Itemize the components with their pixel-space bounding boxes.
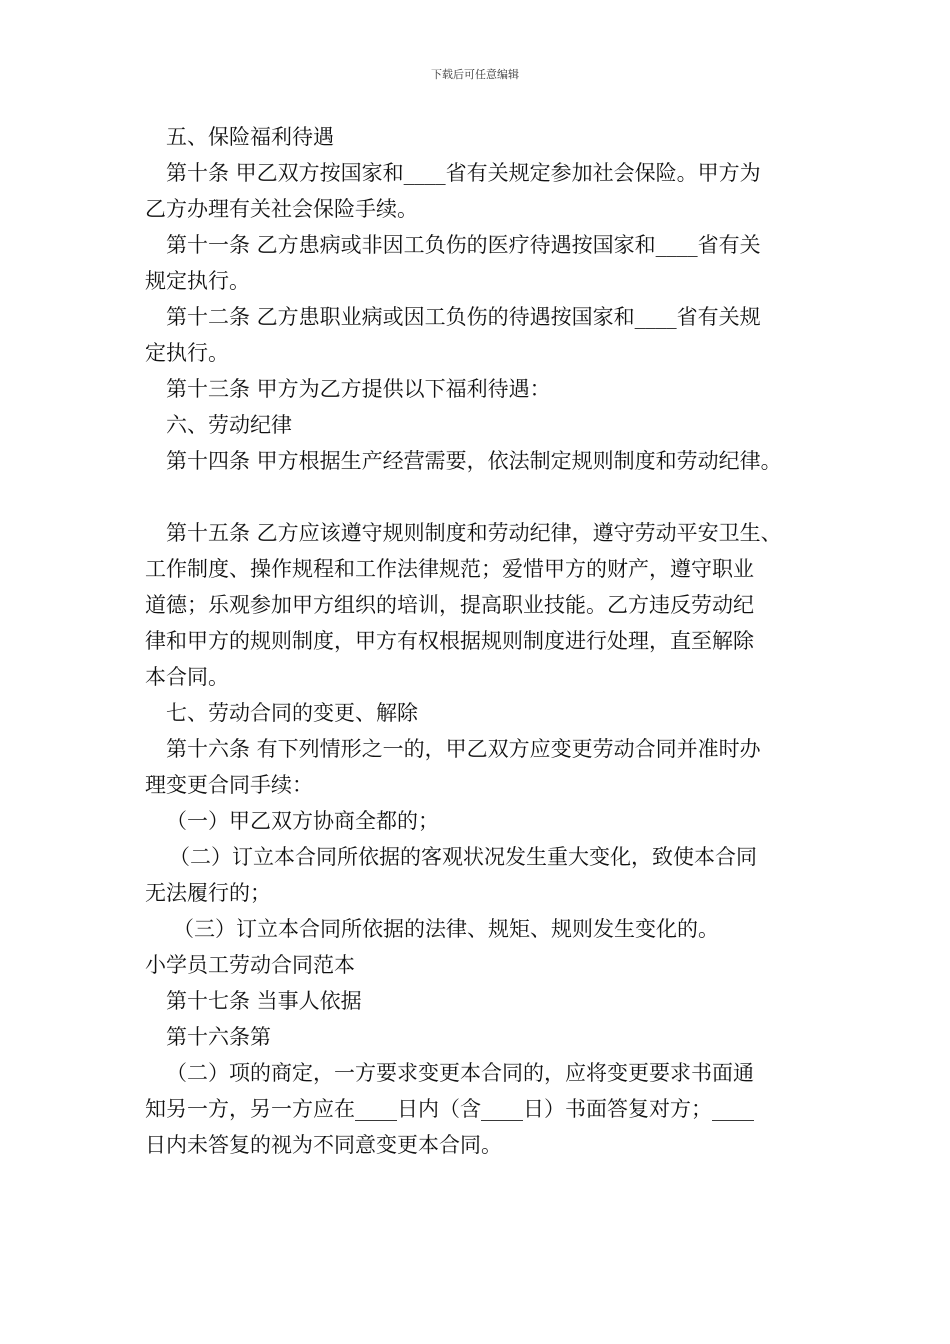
paragraph-line: 规定执行。	[145, 269, 250, 293]
paragraph-line: 日内未答复的视为不同意变更本合同。	[145, 1133, 502, 1157]
document-body	[145, 119, 825, 1163]
paragraph-line: 知另一方，另一方应在____日内（含____日）书面答复对方；____	[145, 1097, 754, 1121]
paragraph-line: 第十三条 甲方为乙方提供以下福利待遇：	[166, 377, 551, 401]
paragraph-line: 第十六条第	[166, 1025, 271, 1049]
list-item: （二）订立本合同所依据的客观状况发生重大变化，致使本合同	[169, 845, 757, 869]
paragraph-line: 律和甲方的规则制度，甲方有权根据规则制度进行处理，直至解除	[145, 629, 754, 653]
paragraph-line: 第十条 甲乙双方按国家和____省有关规定参加社会保险。甲方为	[166, 161, 761, 185]
paragraph-line: 第十五条 乙方应该遵守规则制度和劳动纪律，遵守劳动平安卫生、	[166, 521, 782, 545]
paragraph-line: 理变更合同手续：	[145, 773, 313, 797]
paragraph-line: 定执行。	[145, 341, 229, 365]
list-item: （一）甲乙双方协商全都的；	[166, 809, 439, 833]
paragraph-line: 第十七条 当事人依据	[166, 989, 362, 1013]
section-heading: 五、保险福利待遇	[166, 125, 334, 149]
paragraph-line: 第十一条 乙方患病或非因工负伤的医疗待遇按国家和____省有关	[166, 233, 761, 257]
paragraph-line: 第十四条 甲方根据生产经营需要，依法制定规则制度和劳动纪律。	[166, 449, 782, 473]
paragraph-line: 第十二条 乙方患职业病或因工负伤的待遇按国家和____省有关规	[166, 305, 761, 329]
document-title: 小学员工劳动合同范本	[145, 953, 355, 977]
section-heading: 六、劳动纪律	[166, 413, 292, 437]
header-note: 下载后可任意编辑	[431, 68, 519, 81]
paragraph-line: 道德；乐观参加甲方组织的培训，提高职业技能。乙方违反劳动纪	[145, 593, 754, 617]
paragraph-line: 乙方办理有关社会保险手续。	[145, 197, 418, 221]
paragraph-line: 工作制度、操作规程和工作法律规范；爱惜甲方的财产，遵守职业	[145, 557, 754, 581]
paragraph-line: （二）项的商定，一方要求变更本合同的，应将变更要求书面通	[166, 1061, 754, 1085]
paragraph-line: 本合同。	[145, 665, 229, 689]
list-item: （三）订立本合同所依据的法律、规矩、规则发生变化的。	[173, 917, 719, 941]
paragraph-line: 无法履行的；	[145, 881, 271, 905]
paragraph-line: 第十六条 有下列情形之一的，甲乙双方应变更劳动合同并准时办	[166, 737, 761, 761]
blank-line	[145, 479, 825, 515]
section-heading: 七、劳动合同的变更、解除	[166, 701, 418, 725]
